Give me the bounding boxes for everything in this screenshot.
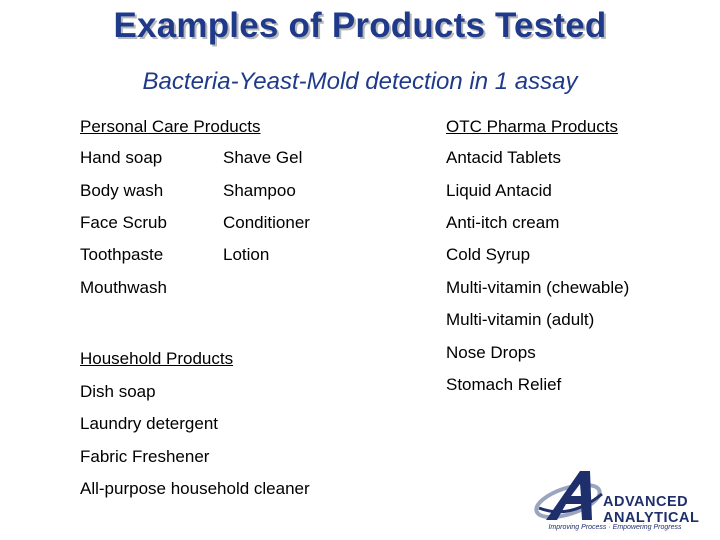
- page-subtitle: Bacteria-Yeast-Mold detection in 1 assay: [142, 68, 578, 95]
- personal-care-item: Hand soap: [80, 148, 163, 167]
- logo-tagline: Improving Process · Empowering Progress: [548, 524, 682, 531]
- household-item: Laundry detergent: [80, 414, 218, 433]
- otc-item: Liquid Antacid: [446, 181, 552, 200]
- otc-item: Multi-vitamin (chewable): [446, 278, 630, 297]
- personal-care-item: Shave Gel: [223, 148, 303, 167]
- advanced-analytical-logo: [530, 468, 710, 534]
- otc-item: Anti-itch cream: [446, 213, 560, 232]
- otc-heading: OTC Pharma Products: [446, 117, 618, 136]
- otc-item: Multi-vitamin (adult): [446, 310, 595, 329]
- personal-care-item: Toothpaste: [80, 245, 164, 264]
- household-item: Dish soap: [80, 382, 156, 401]
- personal-care-item: Body wash: [80, 181, 164, 200]
- household-heading: Household Products: [80, 349, 234, 368]
- personal-care-item: Conditioner: [223, 213, 310, 232]
- page-title: Examples of Products Tested: [113, 6, 607, 45]
- logo-line-1: ADVANCED: [603, 494, 689, 510]
- household-item: Fabric Freshener: [80, 447, 210, 466]
- otc-item: Nose Drops: [446, 343, 536, 362]
- household-item: All-purpose household cleaner: [80, 479, 310, 498]
- personal-care-heading: Personal Care Products: [80, 117, 261, 136]
- logo-a-mark-icon: [530, 468, 608, 526]
- personal-care-item: Face Scrub: [80, 213, 167, 232]
- otc-item: Stomach Relief: [446, 375, 562, 394]
- otc-item: Antacid Tablets: [446, 148, 561, 167]
- logo-line-2: ANALYTICAL: [603, 510, 700, 526]
- personal-care-item: Shampoo: [223, 181, 296, 200]
- personal-care-item: Lotion: [223, 245, 270, 264]
- personal-care-item: Mouthwash: [80, 278, 167, 297]
- otc-item: Cold Syrup: [446, 245, 531, 264]
